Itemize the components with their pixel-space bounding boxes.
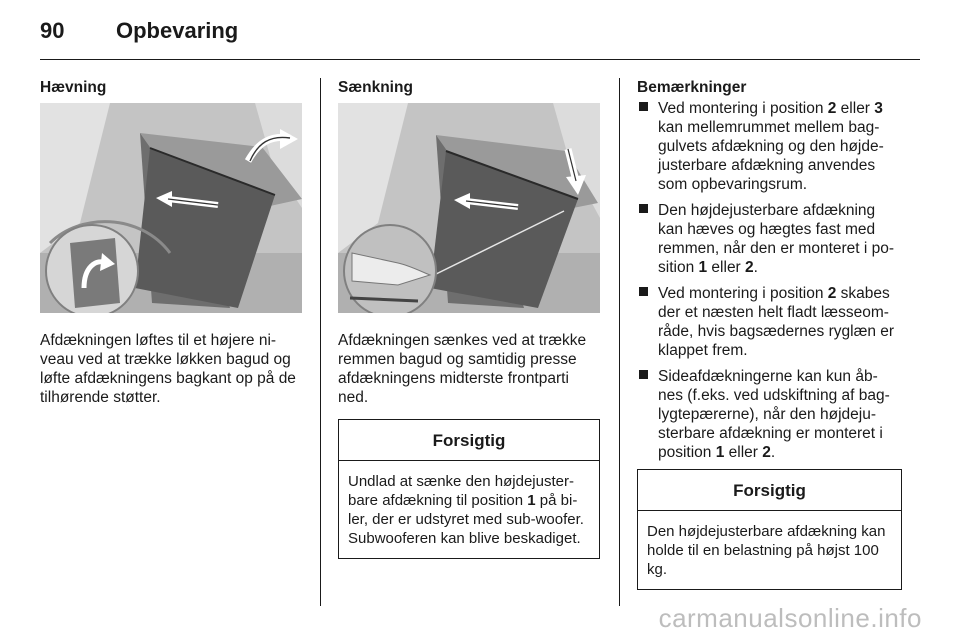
body-text-lowering: Afdækningen sænkes ved at trække remmen bagud og samtidig presse afdækningens midterste frontparti ned.	[338, 332, 587, 406]
body-text-raising: Afdækningen løftes til et højere ni-veau ved at trække løkken bagud og løfte afdækningens bagkant op på de tilhørende støtter.	[40, 332, 296, 406]
section-heading-raising: Hævning	[40, 79, 107, 96]
list-item: Den højdejusterbare afdækning kan hæves og hægtes fast med remmen, når den er monteret i po-sition 1 eller 2.	[637, 201, 902, 277]
header-rule	[40, 59, 920, 60]
bullet-square-icon	[639, 204, 648, 213]
caution-box-load	[637, 469, 902, 590]
watermark: carmanualsonline.info	[658, 603, 922, 633]
section-heading-remarks: Bemærkninger	[637, 79, 747, 96]
page-title: Opbevaring	[116, 18, 239, 43]
caution-title: Forsigtig	[638, 470, 901, 511]
column-lowering	[338, 78, 600, 559]
bullet-square-icon	[639, 102, 648, 111]
remarks-list	[637, 99, 902, 462]
page-number: 90	[40, 18, 65, 43]
caution-text: Undlad at sænke den højdejuster-bare afdækning til position 1 på bi-ler, der er udstyret med sub-woofer. Subwooferen kan blive beskadiget.	[348, 473, 584, 547]
column-raising	[40, 78, 302, 407]
list-item: Sideafdækningerne kan kun åb-nes (f.eks. ved udskiftning af bag-lygtepærerne), når den højdeju-sterbare afdækning er monteret i position 1 eller 2.	[637, 367, 902, 462]
caution-box-subwoofer	[338, 419, 600, 559]
section-heading-lowering: Sænkning	[338, 79, 413, 96]
bullet-square-icon	[639, 287, 648, 296]
caution-title: Forsigtig	[339, 420, 599, 461]
cargo-cover-raise-illustration-icon	[40, 103, 302, 313]
bullet-square-icon	[639, 370, 648, 379]
caution-text: Den højdejusterbare afdækning kan holde til en belastning på højst 100 kg.	[647, 523, 886, 578]
column-divider-1	[320, 78, 321, 606]
cargo-cover-lower-illustration-icon	[338, 103, 600, 313]
column-remarks	[637, 78, 902, 590]
list-item: Ved montering i position 2 eller 3 kan mellemrummet mellem bag-gulvets afdækning og den højde-justerbare afdækning anvendes som opbevaringsrum.	[637, 99, 902, 194]
column-divider-2	[619, 78, 620, 606]
list-item: Ved montering i position 2 skabes der et næsten helt fladt læsseom-råde, hvis bagsædernes ryglæn er klappet frem.	[637, 284, 902, 360]
